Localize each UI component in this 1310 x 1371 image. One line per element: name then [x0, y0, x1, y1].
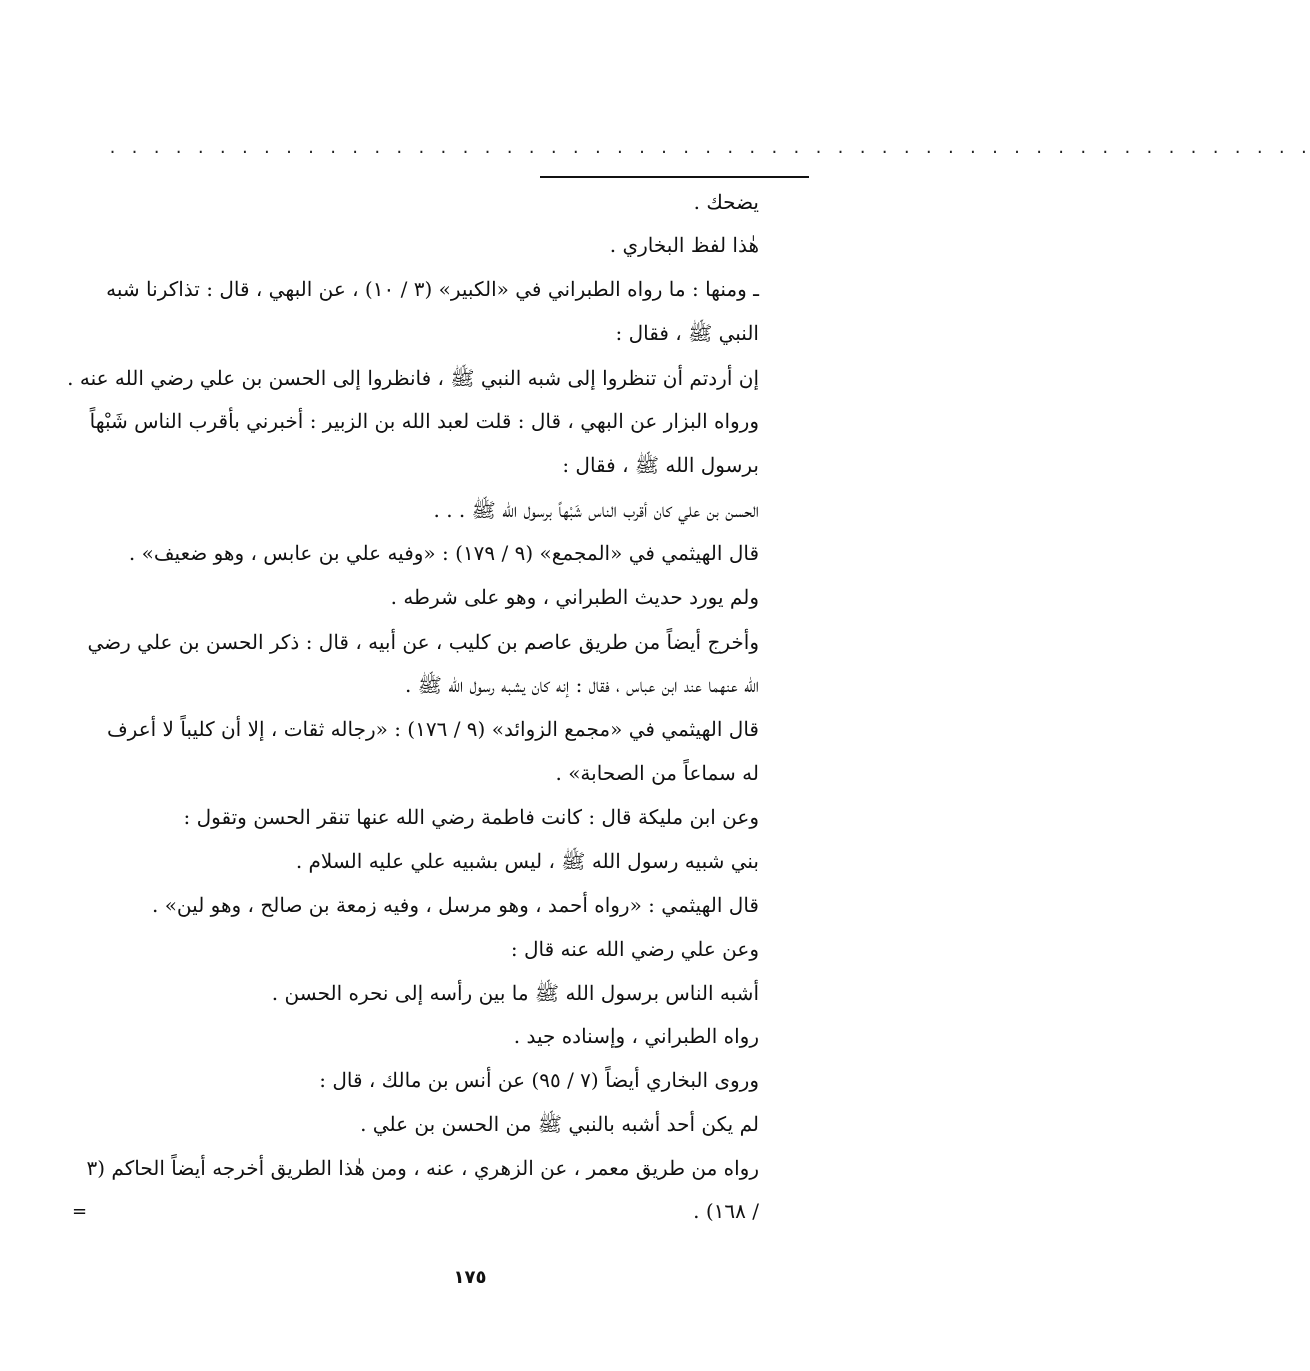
text-line-13: قال الهيثمي في «مجمع الزوائد» (٩ / ١٧٦) : «رجاله ثقات ، إلا أن كليباً لا أعرف	[106, 717, 759, 741]
text-line-1: يضحك .	[693, 190, 759, 214]
text-line-6: ورواه البزار عن البهي ، قال : قلت لعبد الله بن الزبير : أخبرني بأقرب الناس شَبْهاً	[89, 409, 759, 433]
text-line-22: لم يكن أحد أشبه بالنبي ﷺ من الحسن بن علي .	[360, 1112, 759, 1136]
text-line-21: وروى البخاري أيضاً (٧ / ٩٥) عن أنس بن مالك ، قال :	[319, 1068, 759, 1092]
text-line-7: برسول الله ﷺ ، فقال :	[562, 453, 759, 477]
text-line-19: أشبه الناس برسول الله ﷺ ما بين رأسه إلى نحره الحسن .	[271, 981, 759, 1005]
header-rule	[540, 176, 809, 178]
text-line-18: وعن علي رضي الله عنه قال :	[510, 937, 759, 961]
text-line-11: وأخرج أيضاً من طريق عاصم بن كليب ، عن أبيه ، قال : ذكر الحسن بن علي رضي	[87, 630, 759, 654]
margin-mark: =	[72, 1201, 88, 1222]
text-line-17: قال الهيثمي : «رواه أحمد ، وهو مرسل ، وفيه زمعة بن صالح ، وهو لين» .	[151, 893, 759, 917]
text-line-24: / ١٦٨) .	[693, 1199, 759, 1223]
text-line-5: إن أردتم أن تنظروا إلى شبه النبي ﷺ ، فانظروا إلى الحسن بن علي رضي الله عنه .	[67, 366, 759, 390]
header-dotted-line: . . . . . . . . . . . . . . . . . . . . . . . . . . . . . . . . . . . . . . . . . . . . . . . . . . . . . . .	[108, 139, 1310, 157]
page-number: ١٧٥	[453, 1267, 487, 1288]
text-line-20: رواه الطبراني ، وإسناده جيد .	[513, 1024, 759, 1048]
text-line-16: بني شبيه رسول الله ﷺ ، ليس بشبيه علي عليه السلام .	[295, 849, 759, 873]
text-line-10: ولم يورد حديث الطبراني ، وهو على شرطه .	[390, 585, 759, 609]
text-line-4: النبي ﷺ ، فقال :	[615, 321, 759, 345]
text-line-15: وعن ابن مليكة قال : كانت فاطمة رضي الله عنها تنقر الحسن وتقول :	[183, 805, 759, 829]
text-line-3: ـ ومنها : ما رواه الطبراني في «الكبير» (٣ / ١٠) ، عن البهي ، قال : تذاكرنا شبه	[106, 277, 759, 301]
text-line-12: الله عنهما عند ابن عباس ، فقال : إنه كان يشبه رسول الله ﷺ .	[404, 673, 759, 697]
text-line-9: قال الهيثمي في «المجمع» (٩ / ١٧٩) : «وفيه علي بن عابس ، وهو ضعيف» .	[128, 541, 759, 565]
text-line-8: الحسن بن علي كان أقرب الناس شَبْهاً برسول الله ﷺ . . .	[433, 498, 759, 522]
text-line-2: هٰذا لفظ البخاري .	[609, 233, 759, 257]
text-line-14: له سماعاً من الصحابة» .	[555, 761, 759, 785]
text-line-23: رواه من طريق معمر ، عن الزهري ، عنه ، ومن هٰذا الطريق أخرجه أيضاً الحاكم (٣	[86, 1156, 759, 1180]
